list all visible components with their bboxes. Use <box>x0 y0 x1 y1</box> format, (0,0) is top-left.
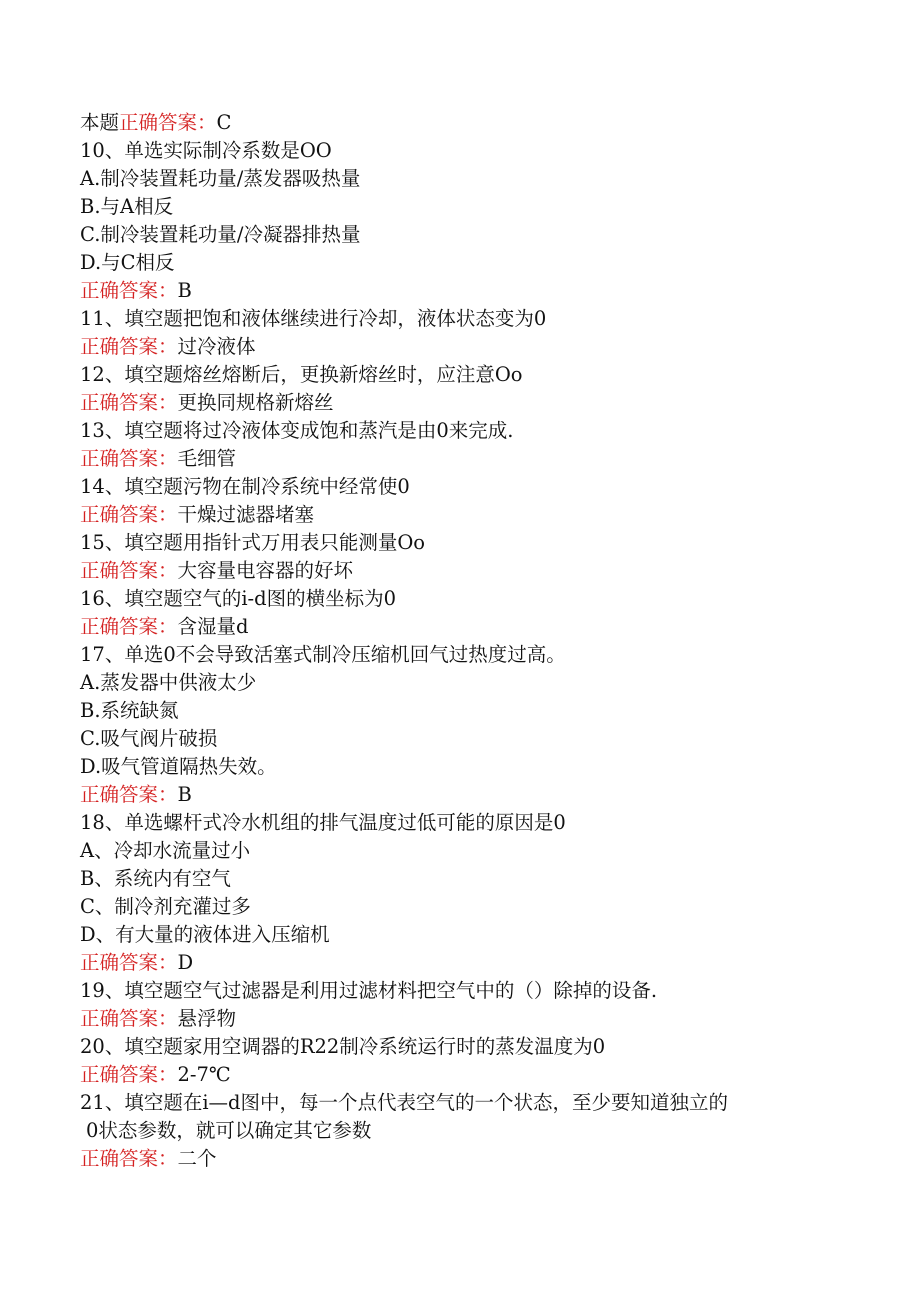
answer-line <box>80 277 840 305</box>
option-item: C.制冷装置耗功量/冷凝器排热量 <box>80 223 361 246</box>
answer-label: 正确答案： <box>80 391 178 414</box>
question-text: 10、单选实际制冷系数是OO <box>80 139 332 162</box>
option-item: B、系统内有空气 <box>80 867 231 890</box>
answer-label: 正确答案： <box>80 559 178 582</box>
question-block <box>80 585 840 641</box>
answer-line <box>80 781 840 809</box>
answer-line <box>80 613 840 641</box>
question-text: 0状态参数，就可以确定其它参数 <box>86 1119 372 1142</box>
answer-label: 正确答案： <box>80 1007 178 1030</box>
answer-line <box>80 949 840 977</box>
option-item: B.与A相反 <box>80 195 174 218</box>
answer-label: 正确答案： <box>80 783 178 806</box>
document-body <box>80 109 840 1173</box>
question-text: 15、填空题用指针式万用表只能测量Oo <box>80 531 426 554</box>
intro-answer-line <box>80 109 840 137</box>
question-text: 13、填空题将过冷液体变成饱和蒸汽是由0来完成. <box>80 419 514 442</box>
answer-value: 2-7℃ <box>177 1063 231 1086</box>
question-block <box>80 473 840 529</box>
answer-value: 大容量电容器的好坏 <box>177 559 354 582</box>
answer-value: C <box>216 111 232 134</box>
answer-line <box>80 389 840 417</box>
answer-label: 正确答案： <box>80 615 178 638</box>
option-item: A、冷却水流量过小 <box>80 839 251 862</box>
question-block <box>80 1033 840 1089</box>
question-text: 17、单选0不会导致活塞式制冷压缩机回气过热度过高。 <box>80 643 566 666</box>
answer-line <box>80 333 840 361</box>
question-block <box>80 641 840 809</box>
question-block <box>80 809 840 977</box>
answer-value: 含湿量d <box>177 615 249 638</box>
answer-value: 过冷液体 <box>177 335 256 358</box>
question-block <box>80 417 840 473</box>
option-item: B.系统缺氮 <box>80 699 179 722</box>
question-block <box>80 361 840 417</box>
answer-label: 正确答案： <box>119 111 217 134</box>
question-text: 12、填空题熔丝熔断后，更换新熔丝时，应注意Oo <box>80 363 523 386</box>
option-item: A.蒸发器中供液太少 <box>80 671 257 694</box>
question-text: 18、单选螺杆式冷水机组的排气温度过低可能的原因是0 <box>80 811 566 834</box>
answer-value: 二个 <box>177 1147 217 1170</box>
question-block <box>80 305 840 361</box>
answer-label: 正确答案： <box>80 951 178 974</box>
answer-value: 毛细管 <box>177 447 237 470</box>
question-text: 19、填空题空气过滤器是利用过滤材料把空气中的（）除掉的设备. <box>80 979 658 1002</box>
answer-label: 正确答案： <box>80 1147 178 1170</box>
answer-line <box>80 1061 840 1089</box>
option-item: D.吸气管道隔热失效。 <box>80 755 277 778</box>
intro-prefix: 本题 <box>80 111 120 134</box>
option-item: A.制冷装置耗功量/蒸发器吸热量 <box>80 167 361 190</box>
answer-label: 正确答案： <box>80 503 178 526</box>
answer-value: D <box>177 951 194 974</box>
answer-line <box>80 445 840 473</box>
question-block <box>80 977 840 1033</box>
question-text: 11、填空题把饱和液体继续进行冷却，液体状态变为0 <box>80 307 547 330</box>
answer-line <box>80 557 840 585</box>
answer-label: 正确答案： <box>80 447 178 470</box>
answer-value: 更换同规格新熔丝 <box>177 391 334 414</box>
question-list <box>80 137 840 1173</box>
answer-line <box>80 1145 840 1173</box>
answer-label: 正确答案： <box>80 1063 178 1086</box>
question-text: 16、填空题空气的i-d图的横坐标为0 <box>80 587 397 610</box>
option-item: C、制冷剂充灌过多 <box>80 895 251 918</box>
question-block <box>80 529 840 585</box>
question-text: 20、填空题家用空调器的R22制冷系统运行时的蒸发温度为0 <box>80 1035 606 1058</box>
answer-label: 正确答案： <box>80 335 178 358</box>
answer-value: B <box>177 279 192 302</box>
question-block <box>80 1089 840 1173</box>
answer-label: 正确答案： <box>80 279 178 302</box>
question-block <box>80 137 840 305</box>
answer-value: B <box>177 783 192 806</box>
answer-line <box>80 501 840 529</box>
option-item: D.与C相反 <box>80 251 175 274</box>
answer-value: 干燥过滤器堵塞 <box>177 503 315 526</box>
answer-line <box>80 1005 840 1033</box>
option-item: D、有大量的液体进入压缩机 <box>80 923 330 946</box>
answer-value: 悬浮物 <box>177 1007 237 1030</box>
question-text: 21、填空题在i—d图中，每一个点代表空气的一个状态，至少要知道独立的 <box>80 1091 729 1114</box>
option-item: C.吸气阀片破损 <box>80 727 218 750</box>
question-text: 14、填空题污物在制冷系统中经常使0 <box>80 475 410 498</box>
